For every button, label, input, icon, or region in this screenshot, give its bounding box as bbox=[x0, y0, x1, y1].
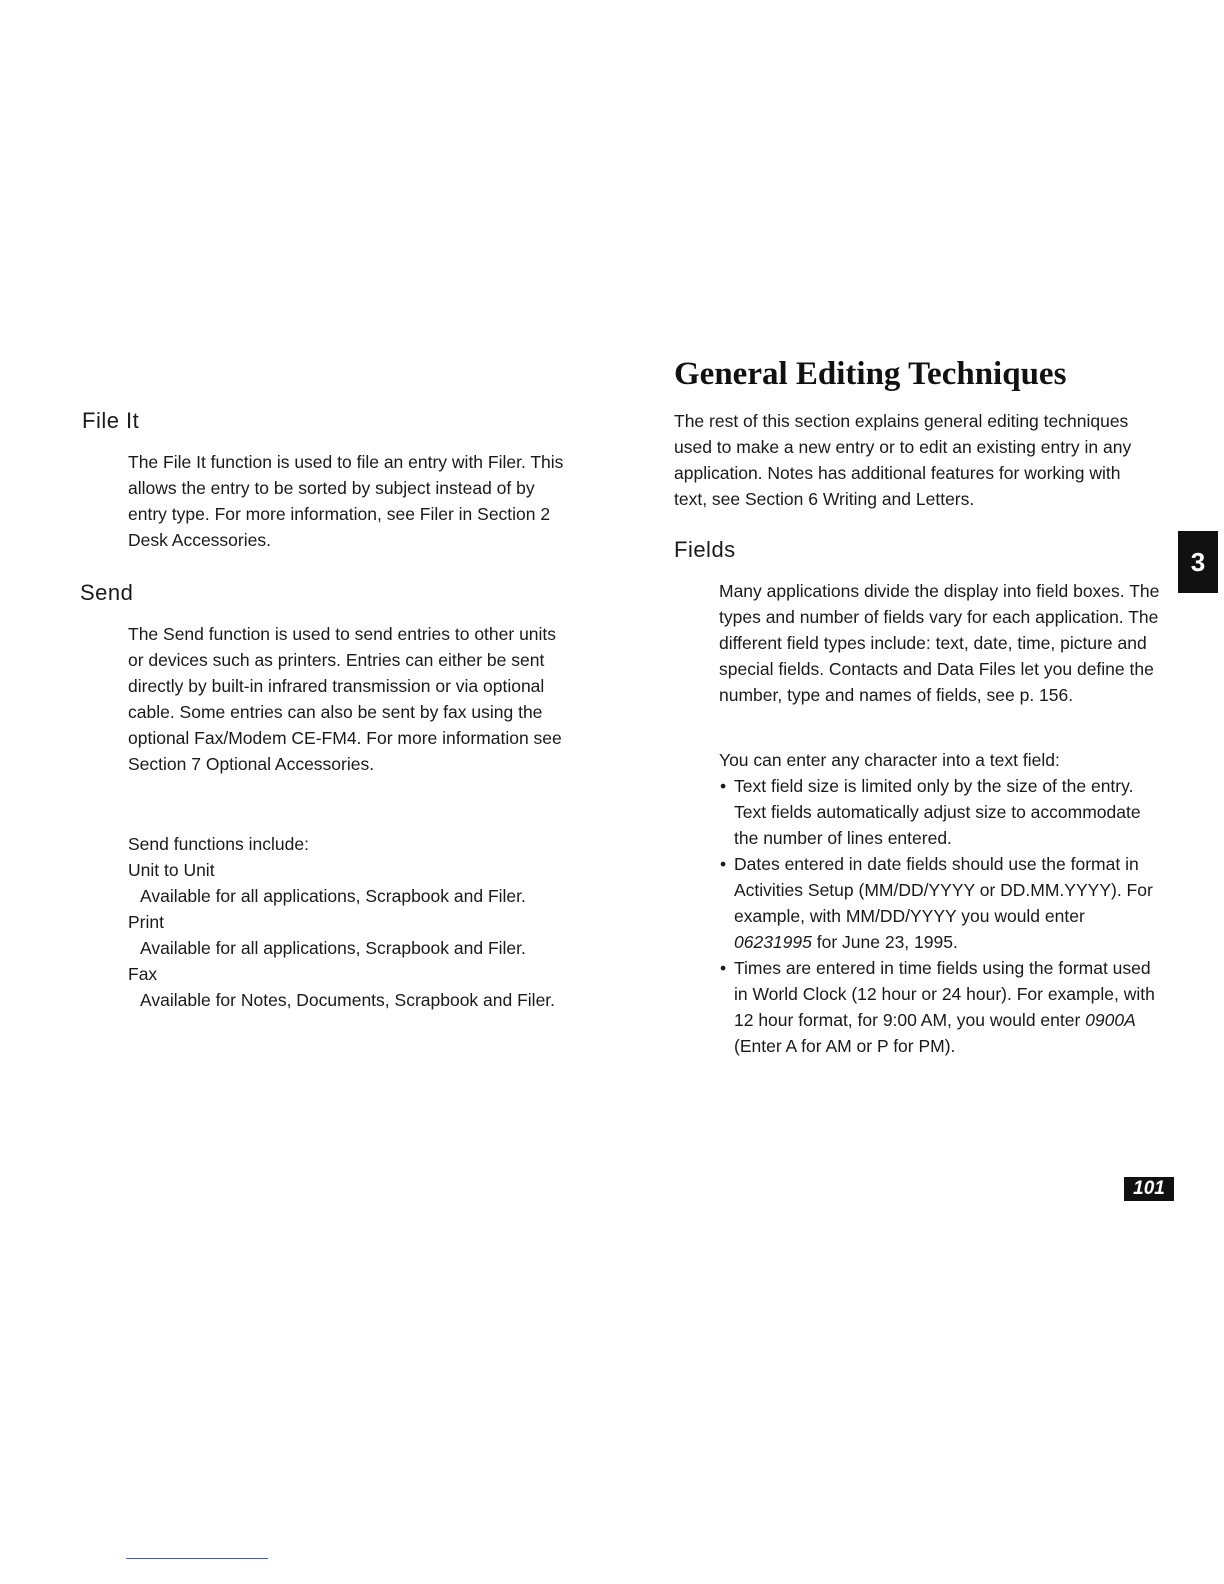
bullet-text: Times are entered in time fields using the format used in World Clock (12 hour or 24 hour). For example, with 12 hour format, for 9:00 AM, you would enter bbox=[734, 958, 1155, 1030]
bullet-icon: • bbox=[720, 776, 727, 796]
fields-paragraph: Many applications divide the display into field boxes. The types and number of fields vary for each application. The different field types include: text, date, time, picture and special fields. Contacts and Data Files let you define the number, type and names of fields, see p. 156. bbox=[719, 581, 1160, 705]
section-tab: 3 bbox=[1178, 531, 1218, 593]
bullet-text: Dates entered in date fields should use the format in Activities Setup (MM/DD/YYYY or DD.MM.YYYY). For example, with MM/DD/YYYY you would enter bbox=[734, 854, 1153, 926]
example-date: 06231995 bbox=[734, 932, 812, 952]
send-functions bbox=[128, 831, 568, 1013]
function-desc: Available for Notes, Documents, Scrapbook and Filer. bbox=[140, 990, 556, 1010]
text-field-rules bbox=[719, 747, 1164, 1059]
bullet-icon: • bbox=[720, 958, 727, 978]
bullet-text-end: for June 23, 1995. bbox=[811, 932, 958, 952]
send-functions-intro: Send functions include: bbox=[128, 834, 309, 854]
list-item bbox=[719, 955, 1164, 1059]
function-desc: Available for all applications, Scrapbook and Filer. bbox=[140, 886, 526, 906]
file-it-heading: File It bbox=[82, 408, 140, 433]
function-desc: Available for all applications, Scrapbook and Filer. bbox=[140, 938, 526, 958]
list-intro: You can enter any character into a text field: bbox=[719, 750, 1060, 770]
footnote-rule bbox=[126, 1558, 268, 1559]
page-title: General Editing Techniques bbox=[674, 356, 1067, 392]
function-term: Fax bbox=[128, 964, 158, 984]
function-term: Print bbox=[128, 912, 164, 932]
fields-heading: Fields bbox=[674, 537, 736, 562]
bullet-list bbox=[719, 773, 1164, 1059]
list-item bbox=[719, 851, 1164, 955]
example-time: 0900A bbox=[1085, 1010, 1136, 1030]
intro-paragraph: The rest of this section explains general editing techniques used to make a new entry or to edit an existing entry in any application. Notes has additional features for working with text, see Section 6 Writing and Letters. bbox=[674, 411, 1132, 509]
file-it-paragraph: The File It function is used to file an entry with Filer. This allows the entry to be sorted by subject instead of by entry type. For more information, see Filer in Section 2 Desk Accessories. bbox=[128, 452, 564, 550]
page-number: 101 bbox=[1124, 1177, 1174, 1201]
send-heading: Send bbox=[80, 580, 134, 605]
bullet-icon: • bbox=[720, 854, 727, 874]
list-item bbox=[719, 773, 1164, 851]
function-term: Unit to Unit bbox=[128, 860, 215, 880]
bullet-text-end: (Enter A for AM or P for PM). bbox=[734, 1036, 956, 1056]
send-paragraph: The Send function is used to send entries to other units or devices such as printers. Entries can either be sent directly by built-in infrared transmission or via optional cable. Some entries can also be sent by fax using the optional Fax/Modem CE-FM4. For more information see Section 7 Optional Accessories. bbox=[128, 624, 562, 774]
bullet-text: Text field size is limited only by the size of the entry. Text fields automatically adjust size to accommodate the number of lines entered. bbox=[734, 776, 1141, 848]
